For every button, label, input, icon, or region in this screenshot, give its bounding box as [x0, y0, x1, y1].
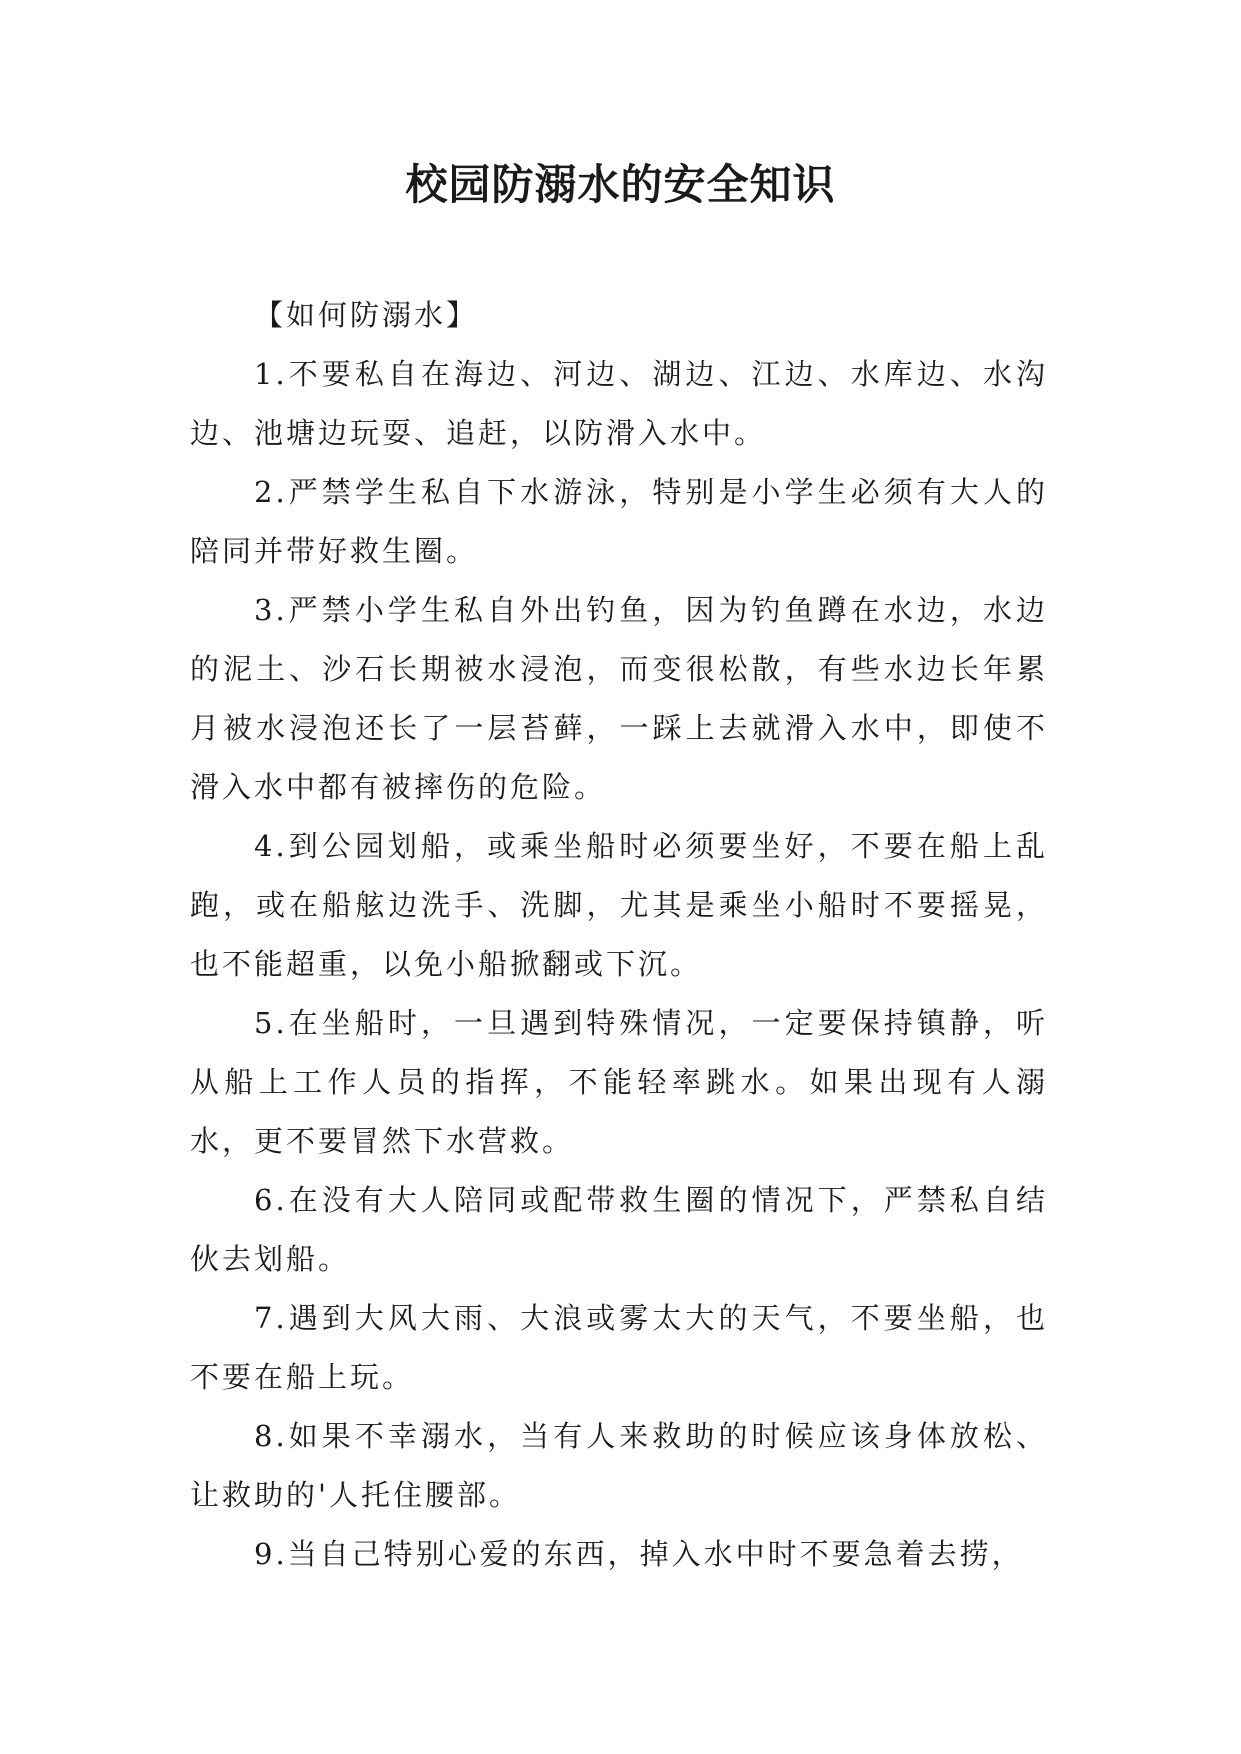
paragraph-2: 2.严禁学生私自下水游泳，特别是小学生必须有大人的陪同并带好救生圈。 [190, 475, 1048, 568]
paragraph-5: 5.在坐船时，一旦遇到特殊情况，一定要保持镇静，听从船上工作人员的指挥，不能轻率跳水。如果出现有人溺水，更不要冒然下水营救。 [190, 1006, 1048, 1158]
paragraph-7: 7.遇到大风大雨、大浪或雾太大的天气，不要坐船，也不要在船上玩。 [190, 1301, 1048, 1394]
document-title: 校园防溺水的安全知识 [405, 160, 836, 209]
paragraph-6: 6.在没有大人陪同或配带救生圈的情况下，严禁私自结伙去划船。 [190, 1183, 1048, 1276]
paragraph-9: 9.当自己特别心爱的东西，掉入水中时不要急着去捞， [254, 1537, 1024, 1571]
paragraph-4: 4.到公园划船，或乘坐船时必须要坐好，不要在船上乱跑，或在船舷边洗手、洗脚，尤其是乘坐小船时不要摇晃，也不能超重，以免小船掀翻或下沉。 [190, 829, 1048, 981]
paragraph-3: 3.严禁小学生私自外出钓鱼，因为钓鱼蹲在水边，水边的泥土、沙石长期被水浸泡，而变很松散，有些水边长年累月被水浸泡还长了一层苔藓，一踩上去就滑入水中，即使不滑入水中都有被摔伤的危险。 [190, 593, 1048, 804]
paragraph-8: 8.如果不幸溺水，当有人来救助的时候应该身体放松、让救助的'人托住腰部。 [190, 1419, 1048, 1512]
document-body [190, 286, 1048, 1584]
section-heading: 【如何防溺水】 [254, 298, 479, 332]
paragraph-1: 1.不要私自在海边、河边、湖边、江边、水库边、水沟边、池塘边玩耍、追赶，以防滑入水中。 [190, 357, 1048, 450]
